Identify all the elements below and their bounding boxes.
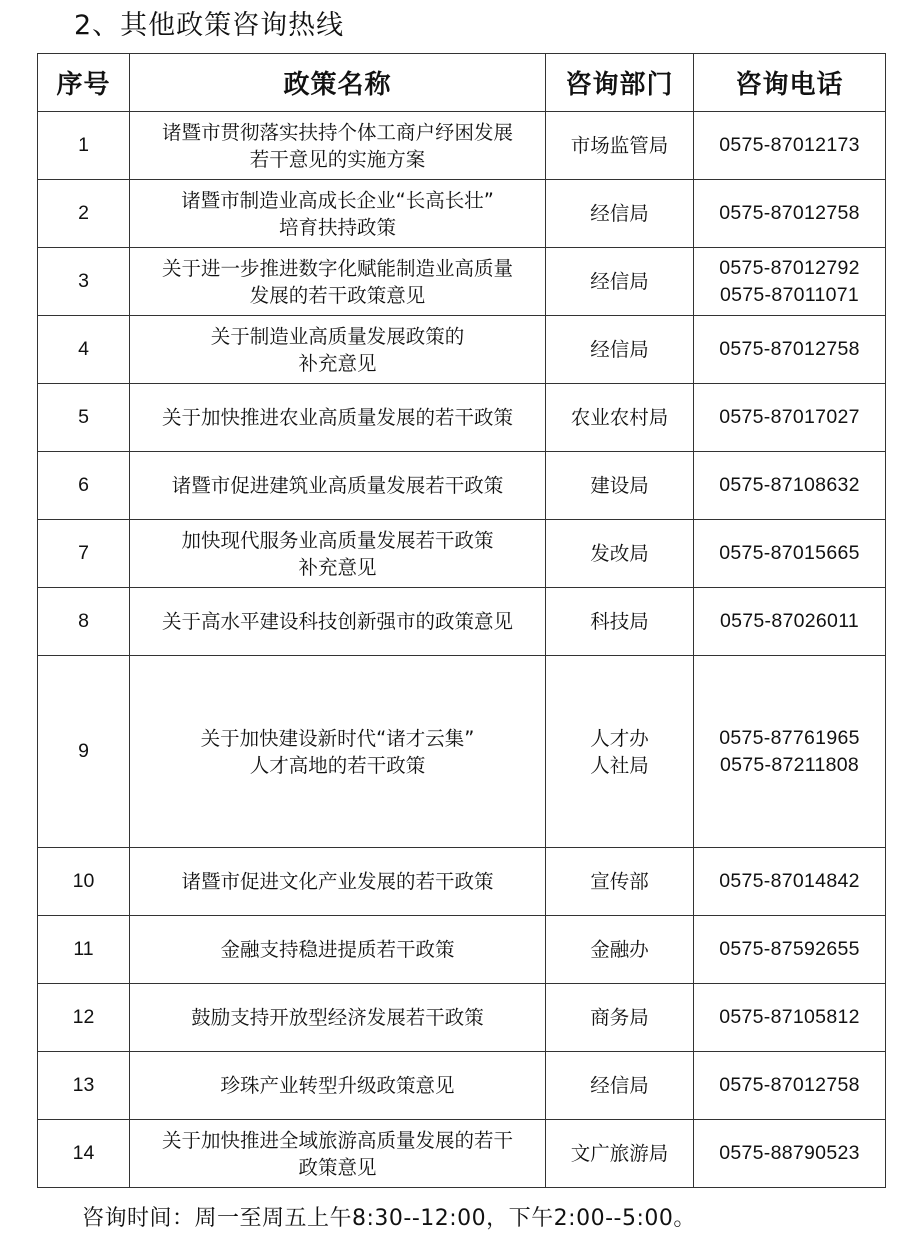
header-department: 咨询部门 (546, 54, 694, 112)
table-body (38, 112, 886, 1188)
phone-number-cell (694, 848, 886, 916)
row-number: 14 (38, 1120, 130, 1188)
policy-name-cell (130, 520, 546, 588)
row-number: 10 (38, 848, 130, 916)
department-cell (546, 180, 694, 248)
table-row (38, 588, 886, 656)
phone-number-cell (694, 180, 886, 248)
department-cell (546, 588, 694, 656)
department-cell (546, 656, 694, 848)
phone-number-line: 0575-88790523 (719, 1142, 860, 1164)
policy-name-line: 政策意见 (298, 1155, 377, 1179)
phone-number-cell (694, 588, 886, 656)
row-number: 9 (38, 656, 130, 848)
department-cell (546, 316, 694, 384)
policy-name-cell (130, 112, 546, 180)
policy-name-cell (130, 1052, 546, 1120)
policy-name-line: 人才高地的若干政策 (249, 753, 426, 777)
table-row (38, 984, 886, 1052)
department-line: 人才办 (590, 726, 649, 750)
phone-number-cell (694, 916, 886, 984)
row-number: 11 (38, 916, 130, 984)
policy-name-line: 关于加快建设新时代“诸才云集” (200, 726, 475, 750)
consultation-hours: 咨询时间：周一至周五上午8:30--12:00，下午2:00--5:00。 (82, 1206, 696, 1231)
phone-number-line: 0575-87012792 (719, 256, 860, 279)
phone-number-cell (694, 384, 886, 452)
row-number: 1 (38, 112, 130, 180)
department-line: 经信局 (590, 270, 649, 293)
policy-name-line: 补充意见 (298, 351, 377, 375)
policy-name-line: 关于高水平建设科技创新强市的政策意见 (161, 610, 513, 633)
department-line: 科技局 (590, 610, 649, 633)
department-line: 发改局 (590, 542, 649, 565)
phone-number-cell (694, 248, 886, 316)
table-row (38, 316, 886, 384)
department-cell (546, 248, 694, 316)
department-line: 经信局 (590, 202, 649, 225)
phone-number-line: 0575-87026011 (719, 610, 860, 632)
policy-name-cell (130, 452, 546, 520)
department-line: 市场监管局 (570, 134, 669, 157)
row-number: 13 (38, 1052, 130, 1120)
phone-number-cell (694, 656, 886, 848)
policy-name-line: 培育扶持政策 (278, 215, 396, 239)
header-policy-name: 政策名称 (130, 54, 546, 112)
department-line: 人社局 (590, 753, 649, 777)
phone-number-line: 0575-87015665 (719, 542, 860, 564)
policy-name-line: 珍珠产业转型升级政策意见 (220, 1074, 455, 1097)
department-cell (546, 848, 694, 916)
policy-name-line: 关于加快推进农业高质量发展的若干政策 (161, 406, 513, 429)
phone-number-cell (694, 1052, 886, 1120)
policy-name-line: 若干意见的实施方案 (249, 147, 426, 171)
policy-name-line: 诸暨市贯彻落实扶持个体工商户纾困发展 (161, 120, 513, 144)
phone-number-line: 0575-87014842 (719, 870, 860, 892)
table-row (38, 112, 886, 180)
department-line: 宣传部 (590, 870, 649, 893)
policy-hotline-table (37, 53, 886, 1188)
department-cell (546, 984, 694, 1052)
department-line: 经信局 (590, 1074, 649, 1097)
phone-number-line: 0575-87012758 (719, 338, 860, 360)
policy-name-cell (130, 1120, 546, 1188)
policy-name-cell (130, 656, 546, 848)
phone-number-line: 0575-87011071 (719, 283, 860, 306)
table-row (38, 1052, 886, 1120)
policy-name-line: 加快现代服务业高质量发展若干政策 (181, 528, 494, 552)
policy-name-cell (130, 848, 546, 916)
policy-name-line: 诸暨市制造业高成长企业“长高长壮” (181, 188, 494, 212)
department-cell (546, 1120, 694, 1188)
department-line: 文广旅游局 (570, 1142, 669, 1165)
header-no: 序号 (38, 54, 130, 112)
policy-name-line: 关于制造业高质量发展政策的 (210, 324, 465, 348)
policy-name-line: 关于加快推进全域旅游高质量发展的若干 (161, 1128, 513, 1152)
department-cell (546, 452, 694, 520)
table-row (38, 520, 886, 588)
policy-name-cell (130, 248, 546, 316)
department-line: 经信局 (590, 338, 649, 361)
policy-name-cell (130, 180, 546, 248)
department-cell (546, 1052, 694, 1120)
phone-number-cell (694, 984, 886, 1052)
row-number: 12 (38, 984, 130, 1052)
phone-number-line: 0575-87017027 (719, 406, 860, 428)
table-row (38, 384, 886, 452)
department-line: 金融办 (590, 938, 649, 961)
department-line: 商务局 (590, 1006, 649, 1029)
phone-number-line: 0575-87012758 (719, 202, 860, 224)
department-line: 建设局 (590, 474, 649, 497)
row-number: 2 (38, 180, 130, 248)
table-row (38, 452, 886, 520)
row-number: 6 (38, 452, 130, 520)
policy-name-line: 鼓励支持开放型经济发展若干政策 (191, 1006, 484, 1029)
department-cell (546, 112, 694, 180)
policy-name-cell (130, 588, 546, 656)
row-number: 7 (38, 520, 130, 588)
department-cell (546, 520, 694, 588)
policy-name-cell (130, 984, 546, 1052)
policy-name-line: 金融支持稳进提质若干政策 (220, 938, 455, 961)
table-header-row (38, 54, 886, 112)
department-cell (546, 384, 694, 452)
table-row (38, 848, 886, 916)
row-number: 8 (38, 588, 130, 656)
policy-name-line: 补充意见 (298, 555, 377, 579)
policy-name-line: 关于进一步推进数字化赋能制造业高质量 (161, 256, 513, 280)
phone-number-line: 0575-87211808 (719, 753, 860, 776)
department-cell (546, 916, 694, 984)
phone-number-line: 0575-87592655 (719, 938, 860, 960)
table-row (38, 1120, 886, 1188)
section-heading: 2、其他政策咨询热线 (74, 10, 345, 41)
phone-number-cell (694, 1120, 886, 1188)
row-number: 4 (38, 316, 130, 384)
phone-number-cell (694, 112, 886, 180)
policy-name-cell (130, 384, 546, 452)
row-number: 5 (38, 384, 130, 452)
policy-name-line: 诸暨市促进建筑业高质量发展若干政策 (171, 474, 504, 497)
phone-number-line: 0575-87108632 (719, 474, 860, 496)
policy-name-line: 发展的若干政策意见 (249, 283, 426, 307)
department-line: 农业农村局 (570, 406, 669, 429)
header-phone: 咨询电话 (694, 54, 886, 112)
phone-number-cell (694, 520, 886, 588)
policy-name-cell (130, 916, 546, 984)
row-number: 3 (38, 248, 130, 316)
table-row (38, 248, 886, 316)
phone-number-cell (694, 452, 886, 520)
table-row (38, 180, 886, 248)
phone-number-line: 0575-87761965 (719, 726, 860, 749)
phone-number-cell (694, 316, 886, 384)
policy-name-line: 诸暨市促进文化产业发展的若干政策 (181, 870, 494, 893)
phone-number-line: 0575-87012173 (719, 134, 860, 156)
phone-number-line: 0575-87105812 (719, 1006, 860, 1028)
phone-number-line: 0575-87012758 (719, 1074, 860, 1096)
policy-name-cell (130, 316, 546, 384)
table-row (38, 656, 886, 848)
table-row (38, 916, 886, 984)
